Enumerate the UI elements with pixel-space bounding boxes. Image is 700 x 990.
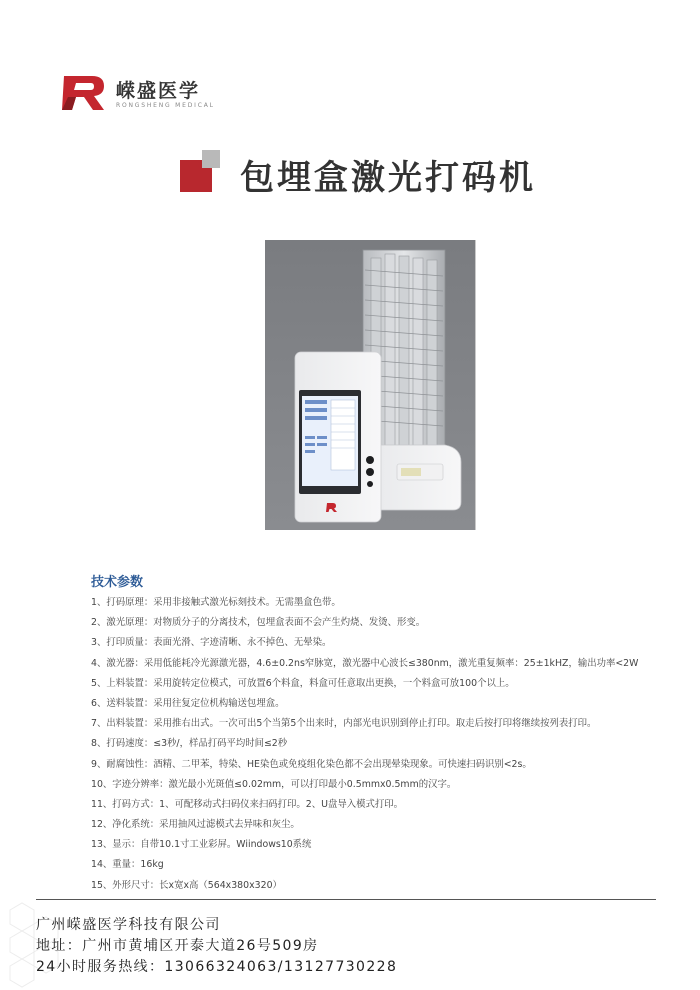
company-info [36,915,397,978]
spec-item: 6、送料装置：采用往复定位机构输送包埋盒。 [91,697,285,709]
gray-square-decoration [202,150,220,168]
company-name: 广州嵘盛医学科技有限公司 [36,917,221,933]
brand-name-cn: 嵘盛医学 [116,80,201,102]
brand-name-en: RONGSHENG MEDICAL [116,102,215,109]
spec-item: 2、激光原理：对物质分子的分离技术，包埋盒表面不会产生灼烧、发烫、形变。 [91,617,426,629]
spec-item: 12、净化系统：采用抽风过滤模式去异味和灰尘。 [91,819,300,831]
logo-r-icon [62,74,106,112]
specs-list [91,593,638,896]
company-logo [62,74,215,112]
spec-item: 15、外形尺寸：长x宽x高（564x380x320） [91,879,282,891]
spec-item: 9、耐腐蚀性：酒精、二甲苯，特染、HE染色或免疫组化染色都不会出现晕染现象。可快速扫码识别<2s。 [91,758,532,770]
specs-heading: 技术参数 [91,575,144,590]
spec-item: 3、打印质量：表面光滑、字迹清晰、永不掉色、无晕染。 [91,637,332,649]
spec-item: 5、上料装置：采用旋转定位模式，可放置6个料盒，料盒可任意取出更换，一个料盒可放100个以上。 [91,677,515,689]
company-hotline: 24小时服务热线：13066324063/13127730228 [36,959,398,975]
footer-divider [36,899,656,900]
spec-item: 8、打码速度：≤3秒/，样品打码平均时间≤2秒 [91,738,288,750]
product-photo [265,240,476,530]
laser-printer-illustration [265,240,475,530]
spec-item: 13、显示：自带10.1寸工业彩屏。Wiindows10系统 [91,839,312,851]
spec-item: 7、出料装置：采用推右出式。一次可出5个当第5个出来时，内部光电识别到停止打印。取走后按打印将继续按列表打印。 [91,718,597,730]
spec-item: 4、激光器：采用低能耗冷光源激光器，4.6±0.2ns窄脉宽，激光器中心波长≤380nm，激光重复频率：25±1kHZ，输出功率<2W [91,657,639,669]
spec-item: 11、打码方式：1、可配移动式扫码仪来扫码打印。2、U盘导入模式打印。 [91,798,403,810]
title-decoration [180,150,220,190]
spec-item: 1、打码原理：采用非接触式激光标刻技术。无需墨盒色带。 [91,597,341,608]
spec-item: 10、字迹分辨率：激光最小光斑值≤0.02mm，可以打印最小0.5mmx0.5mm的汉字。 [91,778,457,790]
spec-item: 14、重量：16kg [91,859,164,871]
company-address: 地址：广州市黄埔区开泰大道26号509房 [36,938,319,954]
page-title: 包埋盒激光打码机 [240,158,536,198]
